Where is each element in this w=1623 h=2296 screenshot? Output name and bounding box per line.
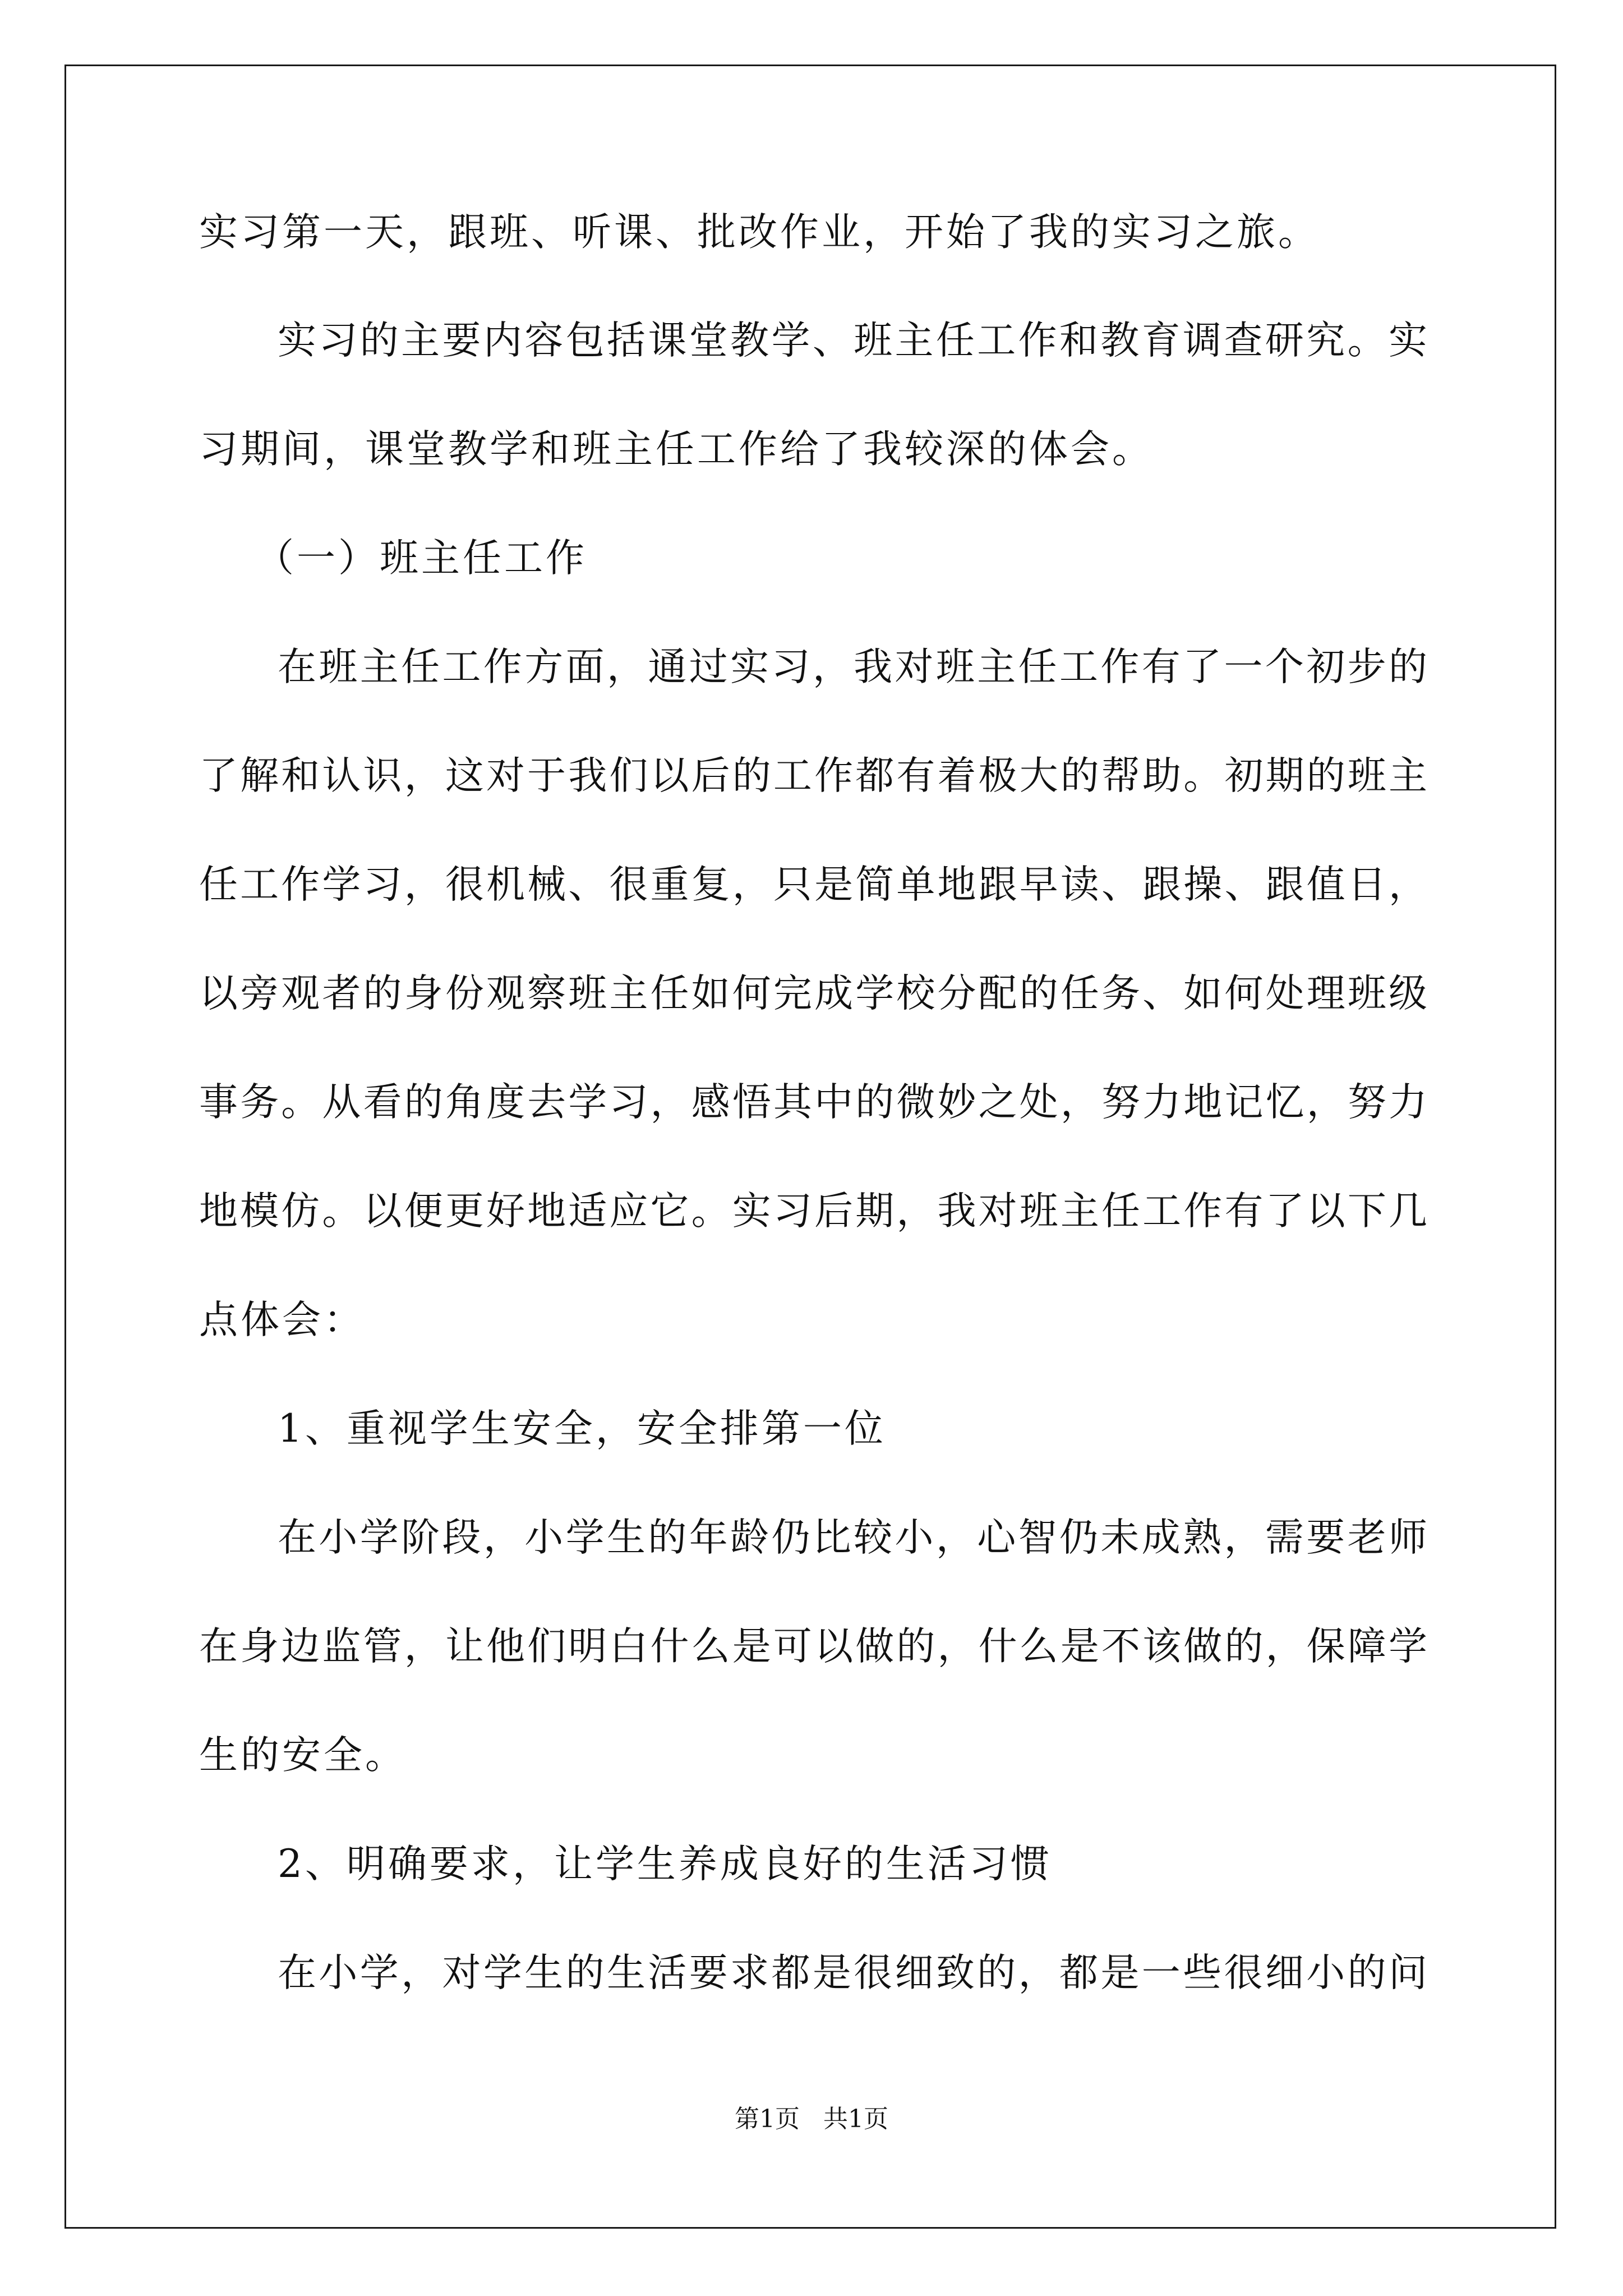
list-heading: 1、重视学生安全，安全排第一位 xyxy=(278,1406,886,1451)
paragraph-line: 了解和认识，这对于我们以后的工作都有着极大的帮助。初期的班主 xyxy=(199,753,1427,798)
paragraph-line: 点体会： xyxy=(199,1297,365,1342)
paragraph-line: 事务。从看的角度去学习，感悟其中的微妙之处，努力地记忆，努力 xyxy=(199,1080,1427,1125)
paragraph-line: 在小学，对学生的生活要求都是很细致的，都是一些很细小的问 xyxy=(278,1950,1427,1995)
paragraph-line: 在班主任工作方面，通过实习，我对班主任工作有了一个初步的 xyxy=(278,645,1427,689)
paragraph-line: 实习第一天，跟班、听课、批改作业，开始了我的实习之旅。 xyxy=(199,210,1320,255)
list-heading: 2、明确要求，让学生养成良好的生活习惯 xyxy=(278,1842,1052,1887)
paragraph-line: 以旁观者的身份观察班主任如何完成学校分配的任务、如何处理班级 xyxy=(199,971,1427,1016)
paragraph-line: 在小学阶段，小学生的年龄仍比较小，心智仍未成熟，需要老师 xyxy=(278,1515,1427,1560)
paragraph-line: 地模仿。以便更好地适应它。实习后期，我对班主任工作有了以下几 xyxy=(199,1189,1427,1234)
paragraph-line: 习期间，课堂教学和班主任工作给了我较深的体会。 xyxy=(199,427,1154,472)
paragraph-line: 在身边监管，让他们明白什么是可以做的，什么是不该做的，保障学 xyxy=(199,1624,1427,1669)
paragraph-line: 生的安全。 xyxy=(199,1733,407,1778)
paragraph-line: 实习的主要内容包括课堂教学、班主任工作和教育调查研究。实 xyxy=(278,318,1427,363)
paragraph-line: 任工作学习，很机械、很重复，只是简单地跟早读、跟操、跟值日， xyxy=(199,862,1427,907)
section-heading: （一）班主任工作 xyxy=(255,536,587,581)
page-footer: 第1页 共1页 xyxy=(735,2105,888,2133)
page-border xyxy=(64,65,1556,2229)
